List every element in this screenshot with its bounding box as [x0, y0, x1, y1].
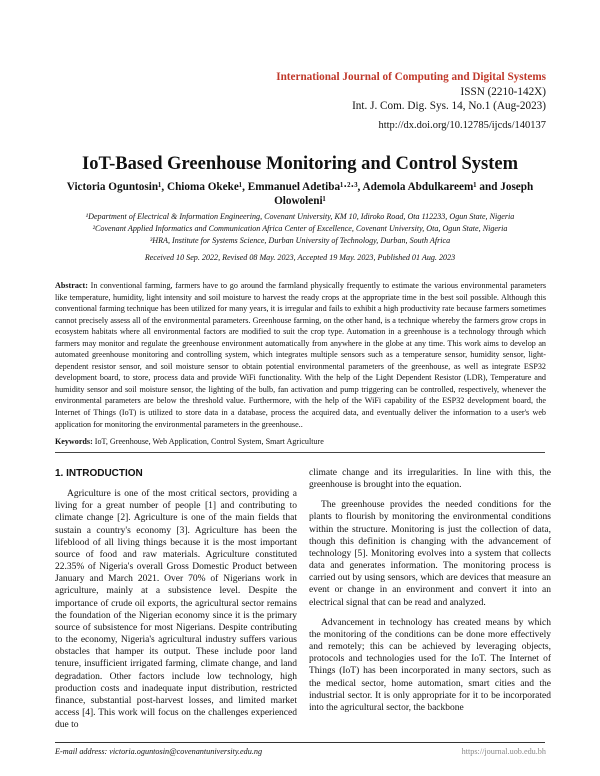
abstract	[55, 280, 546, 430]
journal-header	[276, 70, 546, 114]
keywords	[55, 437, 324, 446]
section-heading: 1. INTRODUCTION	[55, 468, 143, 479]
keywords-label: Keywords:	[55, 437, 93, 446]
divider	[55, 452, 545, 453]
authors-line-1: Victoria Oguntosin¹, Chioma Okeke¹, Emmanuel Adetiba¹·²·³, Ademola Abdulkareem¹ and Joseph	[66, 181, 534, 193]
paragraph: The greenhouse provides the needed conditions for the plants to flourish by monitoring the environmental conditions within the structure. Monitoring is just the collection of data, though this definition is changing with the advancement of technology [5]. Monitoring evolves into a system that collects data and generates information. The monitoring process is carried out by using sensors, which are devices that measure an event or change in an environment and convert it into an electrical signal that can be read and analyzed.	[309, 500, 551, 608]
keywords-text: IoT, Greenhouse, Web Application, Control System, Smart Agriculture	[94, 437, 324, 446]
footer-email[interactable]: E-mail address: victoria.oguntosin@covenantuniversity.edu.ng	[55, 747, 263, 756]
paper-title: IoT-Based Greenhouse Monitoring and Control System	[82, 154, 518, 174]
received-dates: Received 10 Sep. 2022, Revised 08 May. 2023, Accepted 19 May. 2023, Published 01 Aug. 2023	[144, 253, 456, 262]
citation: Int. J. Com. Dig. Sys. 14, No.1 (Aug-2023)	[352, 100, 546, 112]
affiliation-3: ³HRA, Institute for Systems Science, Durban University of Technology, Durban, South Africa	[149, 236, 451, 245]
footer-url[interactable]: https://journal.uob.edu.bh	[461, 747, 546, 756]
affiliation-1: ¹Department of Electrical & Information Engineering, Covenant University, KM 10, Idiroko Road, Ota 112233, Ogun State, Nigeria	[85, 212, 515, 221]
authors-line-2: Olowoleni¹	[274, 195, 326, 207]
issn: ISSN (2210-142X)	[460, 85, 546, 98]
affiliations	[40, 211, 560, 247]
paragraph: Agriculture is one of the most critical sectors, providing a living for a great number of people [1] and contributing to climate change [2]. Agriculture is one of the main fields that sustain a country's economy [3]. Agriculture has been the lifeblood of all living things because it is the most important source of food and raw materials. Agriculture constituted 22.35% of Nigeria's overall Gross Domestic Product between January and March 2021. Over 70% of Nigerians work in agriculture, mainly at a subsistence level. Despite the importance of crude oil exports, the agricultural sector remains the foundation of the Nigerian economy since it is the primary source of subsistence for most Nigerians. Despite contributing to the economy, Nigeria's agricultural industry suffers various obstacles that hamper its output. These include poor land tenure, insufficient irrigated farming, climate change, and land degradation. Other factors include low technology, high production costs and inadequate input distribution, restricted finance, substantial post-harvest losses, and limited market access [4]. This work will focus on the challenges experienced due to	[55, 489, 297, 731]
abstract-label: Abstract:	[55, 281, 88, 290]
paragraph: Advancement in technology has created means by which the monitoring of the conditions can be done more effectively and remotely; this can be achieved by leveraging objects, protocols and technologies used for the IoT. The Internet of Things (IoT) has been incorporated in many sectors, such as the medical sector, home automation, smart cities and the industrial sector. It is only appropriate for it to be incorporated into the agricultural sector, the backbone	[309, 617, 551, 713]
abstract-text: In conventional farming, farmers have to go around the farmland physically frequently to estimate the various environmental parameters like temperature, humidity, light intensity and soil moisture to harvest the ready crops at the appropriate time in the best soil possible. Although this conventional farming technique has been utilized for many years, it is irregular and fails to exhibit a high productivity rate because farmers sometimes cannot precisely assess all of the environmental parameters. Greenhouse farming, on the other hand, is a technique whereby the farmers grow crops in ecosystem habitats where all environmental factors are modified to suit the crop type. Automation in a greenhouse is a technology through which farmers may monitor and regulate the greenhouse environment automatically from anywhere in the globe at any time. This work aims to develop an automated greenhouse monitoring and controlling system, which integrates multiple sensors such as a temperature sensor, humidity sensor, light-dependent resistor sensor, and soil moisture sensor to obtain potential environmental parameters of the greenhouse, as well as integrate ESP32 development board, to store, process data and provide WiFi functionality. With the help of the Light Dependent Resistor (LDR), Temperature and humidity sensor and soil moisture sensor, the lighting of the bulb, fan activation and pump triggering can be controlled, respectively, whenever the environmental parameters are below the threshold value. Furthermore, with the help of the WiFi capability of the ESP32 development board, the Internet of Things (IoT) is utilized to store data in a database, process the acquired data, and eventually deliver the information to a user's web application for monitoring the environmental parameters in the greenhouse..	[55, 281, 547, 429]
journal-name: International Journal of Computing and Digital Systems	[276, 71, 546, 83]
left-column	[55, 468, 297, 739]
footer-divider	[55, 742, 545, 743]
authors	[60, 180, 540, 208]
doi-link[interactable]: http://dx.doi.org/10.12785/ijcds/140137	[378, 120, 546, 131]
affiliation-2: ²Covenant Applied Informatics and Communication Africa Center of Excellence, Covenant University, Ota, Ogun State, Nigeria	[92, 224, 508, 233]
paragraph: climate change and its irregularities. In line with this, the greenhouse is brought into the equation.	[309, 468, 551, 491]
right-column	[309, 467, 551, 722]
